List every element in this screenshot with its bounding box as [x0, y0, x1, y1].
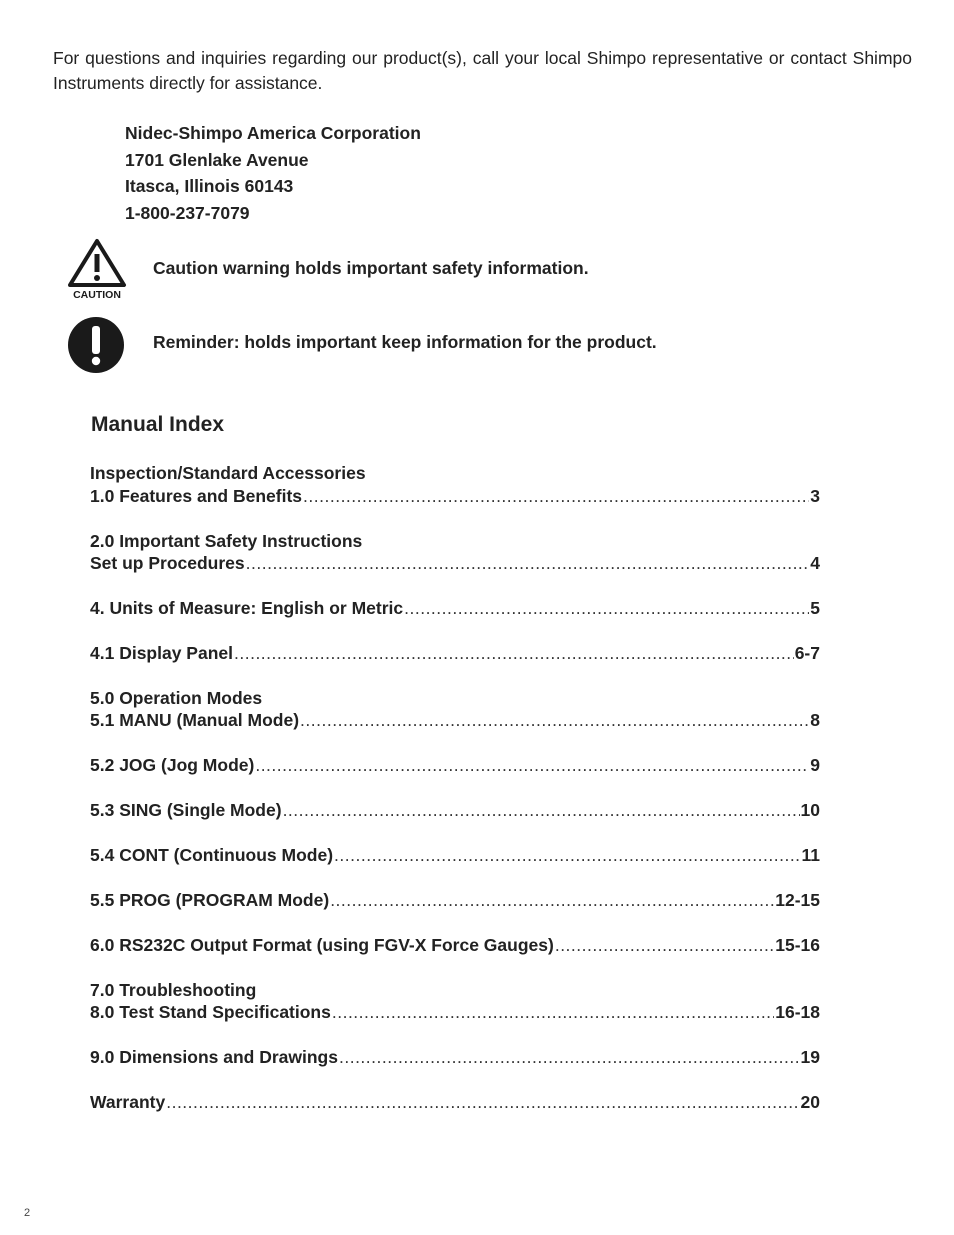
toc-entry-label: 5.3 SING (Single Mode) [90, 800, 282, 820]
page-number: 2 [24, 1207, 31, 1219]
toc-leader-dots [404, 597, 809, 619]
toc-entry [90, 1001, 820, 1023]
toc-entry [90, 462, 820, 484]
toc-entry-label: 9.0 Dimensions and Drawings [90, 1047, 338, 1067]
toc-entry [90, 485, 820, 507]
toc-entry-page: 12-15 [775, 890, 820, 910]
toc-leader-dots [555, 934, 774, 956]
toc-entry-page: 20 [800, 1092, 820, 1112]
toc-entry [90, 709, 820, 731]
toc-entry [90, 754, 820, 776]
toc-entry-label: 8.0 Test Stand Specifications [90, 1002, 331, 1022]
toc-leader-dots [330, 889, 774, 911]
toc-entry [90, 979, 820, 1001]
toc-leader-dots [246, 552, 810, 574]
toc-entry-page: 8 [810, 710, 820, 730]
toc-entry-page: 11 [801, 845, 820, 865]
toc-entry-page: 16-18 [775, 1002, 820, 1022]
toc-entry-label: 5.2 JOG (Jog Mode) [90, 755, 255, 775]
caution-text: Caution warning holds important safety information. [153, 258, 589, 278]
toc-entry-label: Set up Procedures [90, 553, 245, 573]
toc-entry [90, 844, 820, 866]
toc-leader-dots [234, 642, 794, 664]
toc-entry-label: 7.0 Troubleshooting [90, 980, 257, 1000]
toc-entry [90, 642, 820, 664]
toc-entry-label: 5.4 CONT (Continuous Mode) [90, 845, 334, 865]
toc-leader-dots [166, 1091, 799, 1113]
intro-paragraph: For questions and inquiries regarding our product(s), call your local Shimpo representative or contact Shimpo Instruments directly for assistance. [53, 48, 912, 93]
phone-number: 1-800-237-7079 [125, 202, 250, 223]
toc-entry-label: 5.5 PROG (PROGRAM Mode) [90, 890, 330, 910]
toc-entry-label: 2.0 Important Safety Instructions [90, 531, 363, 551]
toc-entry-page: 15-16 [775, 935, 820, 955]
toc-entry [90, 552, 820, 574]
toc-leader-dots [303, 485, 809, 507]
city-state-zip: Itasca, Illinois 60143 [125, 176, 294, 196]
contact-address [125, 120, 421, 226]
toc-entry [90, 799, 820, 821]
manual-index-title: Manual Index [91, 413, 225, 436]
toc-entry [90, 1091, 820, 1113]
toc-leader-dots [255, 754, 809, 776]
toc-entry-label: Inspection/Standard Accessories [90, 463, 366, 483]
toc-entry-page: 3 [810, 486, 820, 506]
exclamation-circle-icon [67, 316, 125, 374]
caution-icon-label: CAUTION [73, 289, 121, 301]
toc-entry [90, 1046, 820, 1068]
toc-entry-page: 5 [810, 598, 820, 618]
toc-entry [90, 530, 820, 552]
toc-entry-label: 5.1 MANU (Manual Mode) [90, 710, 300, 730]
toc-entry-page: 19 [800, 1047, 820, 1067]
toc-entry-label: 6.0 RS232C Output Format (using FGV-X Force Gauges) [90, 935, 554, 955]
toc-entry-page: 4 [810, 553, 820, 573]
toc-leader-dots [300, 709, 809, 731]
toc-leader-dots [334, 844, 800, 866]
toc-leader-dots [339, 1046, 800, 1068]
toc-entry [90, 687, 820, 709]
reminder-text: Reminder: holds important keep information for the product. [153, 332, 657, 352]
caution-triangle-icon [66, 238, 128, 302]
toc-entry-label: 5.0 Operation Modes [90, 688, 263, 708]
toc-entry-label: 1.0 Features and Benefits [90, 486, 303, 506]
toc-leader-dots [332, 1001, 774, 1023]
toc-entry-page: 10 [800, 800, 820, 820]
toc-entry [90, 889, 820, 911]
toc-entry [90, 934, 820, 956]
toc-entry [90, 597, 820, 619]
toc-entry-label: 4. Units of Measure: English or Metric [90, 598, 404, 618]
company-name: Nidec-Shimpo America Corporation [125, 123, 421, 143]
toc-entry-label: Warranty [90, 1092, 166, 1112]
toc-entry-page: 6-7 [794, 643, 820, 663]
toc-entry-label: 4.1 Display Panel [90, 643, 233, 663]
street-address: 1701 Glenlake Avenue [125, 149, 309, 170]
toc-entry-page: 9 [810, 755, 820, 775]
toc-leader-dots [283, 799, 800, 821]
